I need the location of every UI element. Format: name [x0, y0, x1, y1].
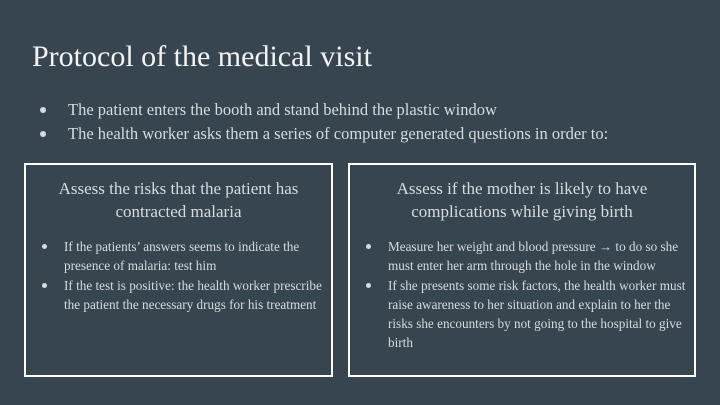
slide-title: Protocol of the medical visit — [32, 40, 372, 73]
bullet-dot-icon — [366, 244, 371, 249]
malaria-assessment-box — [24, 163, 333, 377]
box-bullet — [350, 237, 694, 276]
box-bullet-list — [26, 237, 331, 314]
box-heading: Assess the risks that the patient has contracted malaria — [58, 179, 299, 221]
intro-bullet-text: The patient enters the booth and stand behind the plastic window — [68, 100, 497, 119]
box-bullet — [26, 237, 331, 276]
bullet-dot-icon — [40, 131, 46, 137]
bullet-dot-icon — [40, 107, 46, 113]
intro-bullet-list — [40, 98, 608, 146]
box-bullet — [350, 276, 694, 353]
bullet-dot-icon — [366, 283, 371, 288]
intro-bullet-text: The health worker asks them a series of computer generated questions in order to: — [68, 124, 609, 143]
birth-complications-box — [348, 163, 696, 377]
bullet-dot-icon — [42, 244, 47, 249]
box-bullet — [26, 276, 331, 315]
box-bullet-text: Measure her weight and blood pressure → to do so she must enter her arm through the hole in the window — [388, 239, 679, 274]
intro-bullet — [40, 98, 608, 122]
box-bullet-text: If the patients’ answers seems to indicate the presence of malaria: test him — [64, 239, 300, 274]
box-bullet-text: If the test is positive: the health worker prescribe the patient the necessary drugs for his treatment — [64, 277, 322, 312]
box-bullet-list — [350, 237, 694, 353]
intro-bullet — [40, 122, 608, 146]
bullet-dot-icon — [42, 283, 47, 288]
box-bullet-text: If she presents some risk factors, the health worker must raise awareness to her situation and explain to her the risks she encounters by not going to the hospital to give birth — [388, 277, 686, 351]
box-heading: Assess if the mother is likely to have complications while giving birth — [396, 179, 648, 221]
